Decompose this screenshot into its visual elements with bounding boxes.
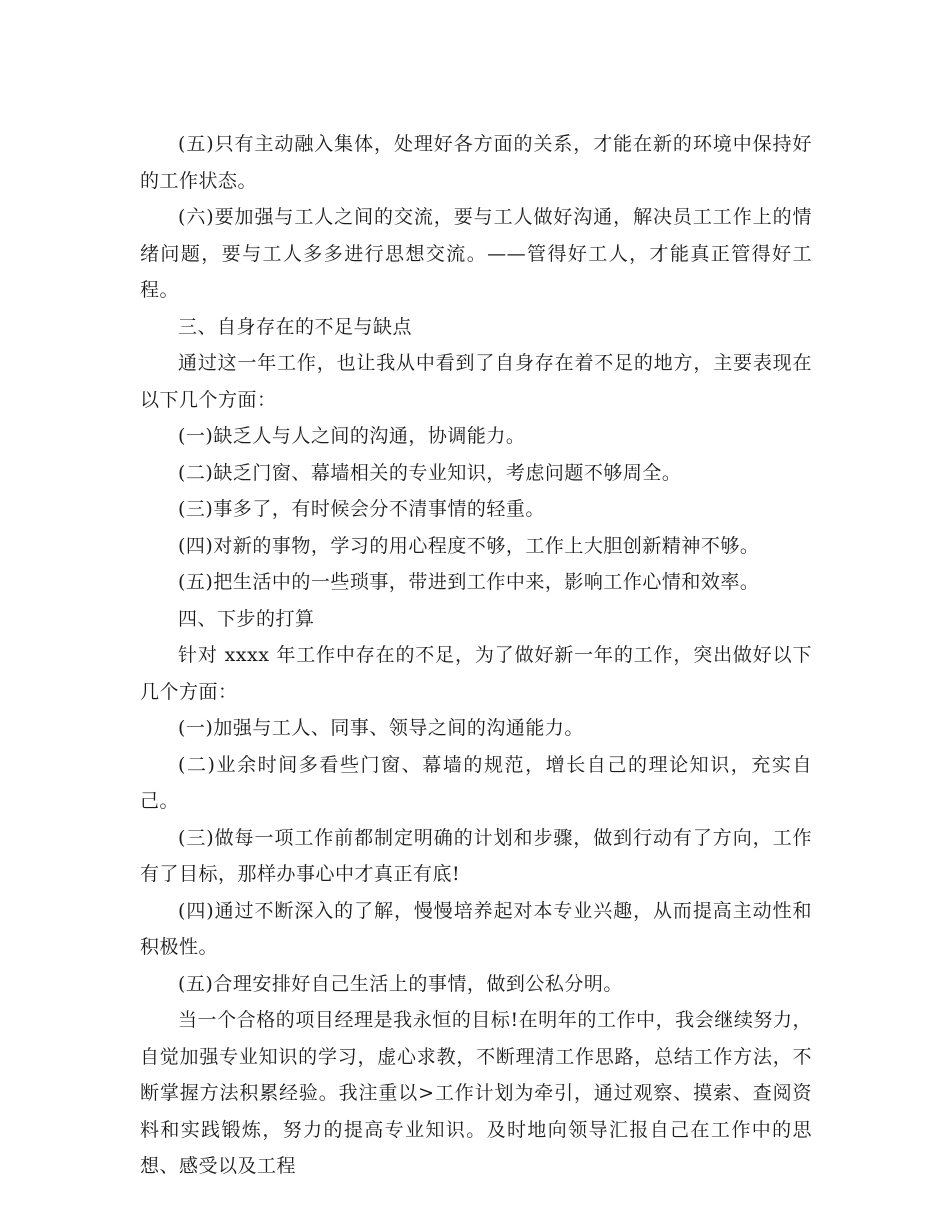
shortcoming-item-5: (五)把生活中的一些琐事，带进到工作中来，影响工作心情和效率。 xyxy=(178,571,760,593)
document-body xyxy=(140,126,812,1185)
shortcoming-item-2: (二)缺乏门窗、幕墙相关的专业知识，考虑问题不够周全。 xyxy=(178,461,682,484)
plan-item-4: (四)通过不断深入的了解，慢慢培养起对本专业兴趣，从而提高主动性和积极性。 xyxy=(140,899,812,958)
paragraph-item-5-relations: (五)只有主动融入集体，处理好各方面的关系，才能在新的环境中保持好的工作状态。 xyxy=(140,133,812,192)
plan-item-1: (一)加强与工人、同事、领导之间的沟通能力。 xyxy=(178,717,584,739)
plan-item-2: (二)业余时间多看些门窗、幕墙的规范，增长自己的理论知识，充实自己。 xyxy=(140,753,812,812)
paragraph-closing-goal: 当一个合格的项目经理是我永恒的目标!在明年的工作中，我会继续努力，自觉加强专业知识的学习，虚心求教，不断理清工作思路，总结工作方法，不断掌握方法积累经验。我注重以>工作计划为牵引，通过观察、摸索、查阅资料和实践锻炼，努力的提高专业知识。及时地向领导汇报自己在工作中的思想、感受以及工程 xyxy=(140,1009,812,1177)
shortcoming-item-4: (四)对新的事物，学习的用心程度不够，工作上大胆创新精神不够。 xyxy=(178,534,760,557)
section-heading-next-plans: 四、下步的打算 xyxy=(178,607,315,630)
plan-item-3: (三)做每一项工作前都制定明确的计划和步骤，做到行动有了方向，工作有了目标，那样办事心中才真正有底! xyxy=(140,826,812,885)
section-heading-shortcomings: 三、自身存在的不足与缺点 xyxy=(178,315,413,338)
paragraph-plans-intro: 针对 xxxx 年工作中存在的不足，为了做好新一年的工作，突出做好以下几个方面： xyxy=(140,644,812,703)
shortcoming-item-3: (三)事多了，有时候会分不清事情的轻重。 xyxy=(178,498,545,520)
plan-item-5: (五)合理安排好自己生活上的事情，做到公私分明。 xyxy=(178,972,623,995)
paragraph-item-6-communication: (六)要加强与工人之间的交流，要与工人做好沟通，解决员工工作上的情绪问题，要与工人多多进行思想交流。——管得好工人，才能真正管得好工程。 xyxy=(140,206,812,301)
paragraph-shortcomings-intro: 通过这一年工作，也让我从中看到了自身存在着不足的地方，主要表现在以下几个方面： xyxy=(140,352,812,411)
shortcoming-item-1: (一)缺乏人与人之间的沟通，协调能力。 xyxy=(178,425,526,447)
